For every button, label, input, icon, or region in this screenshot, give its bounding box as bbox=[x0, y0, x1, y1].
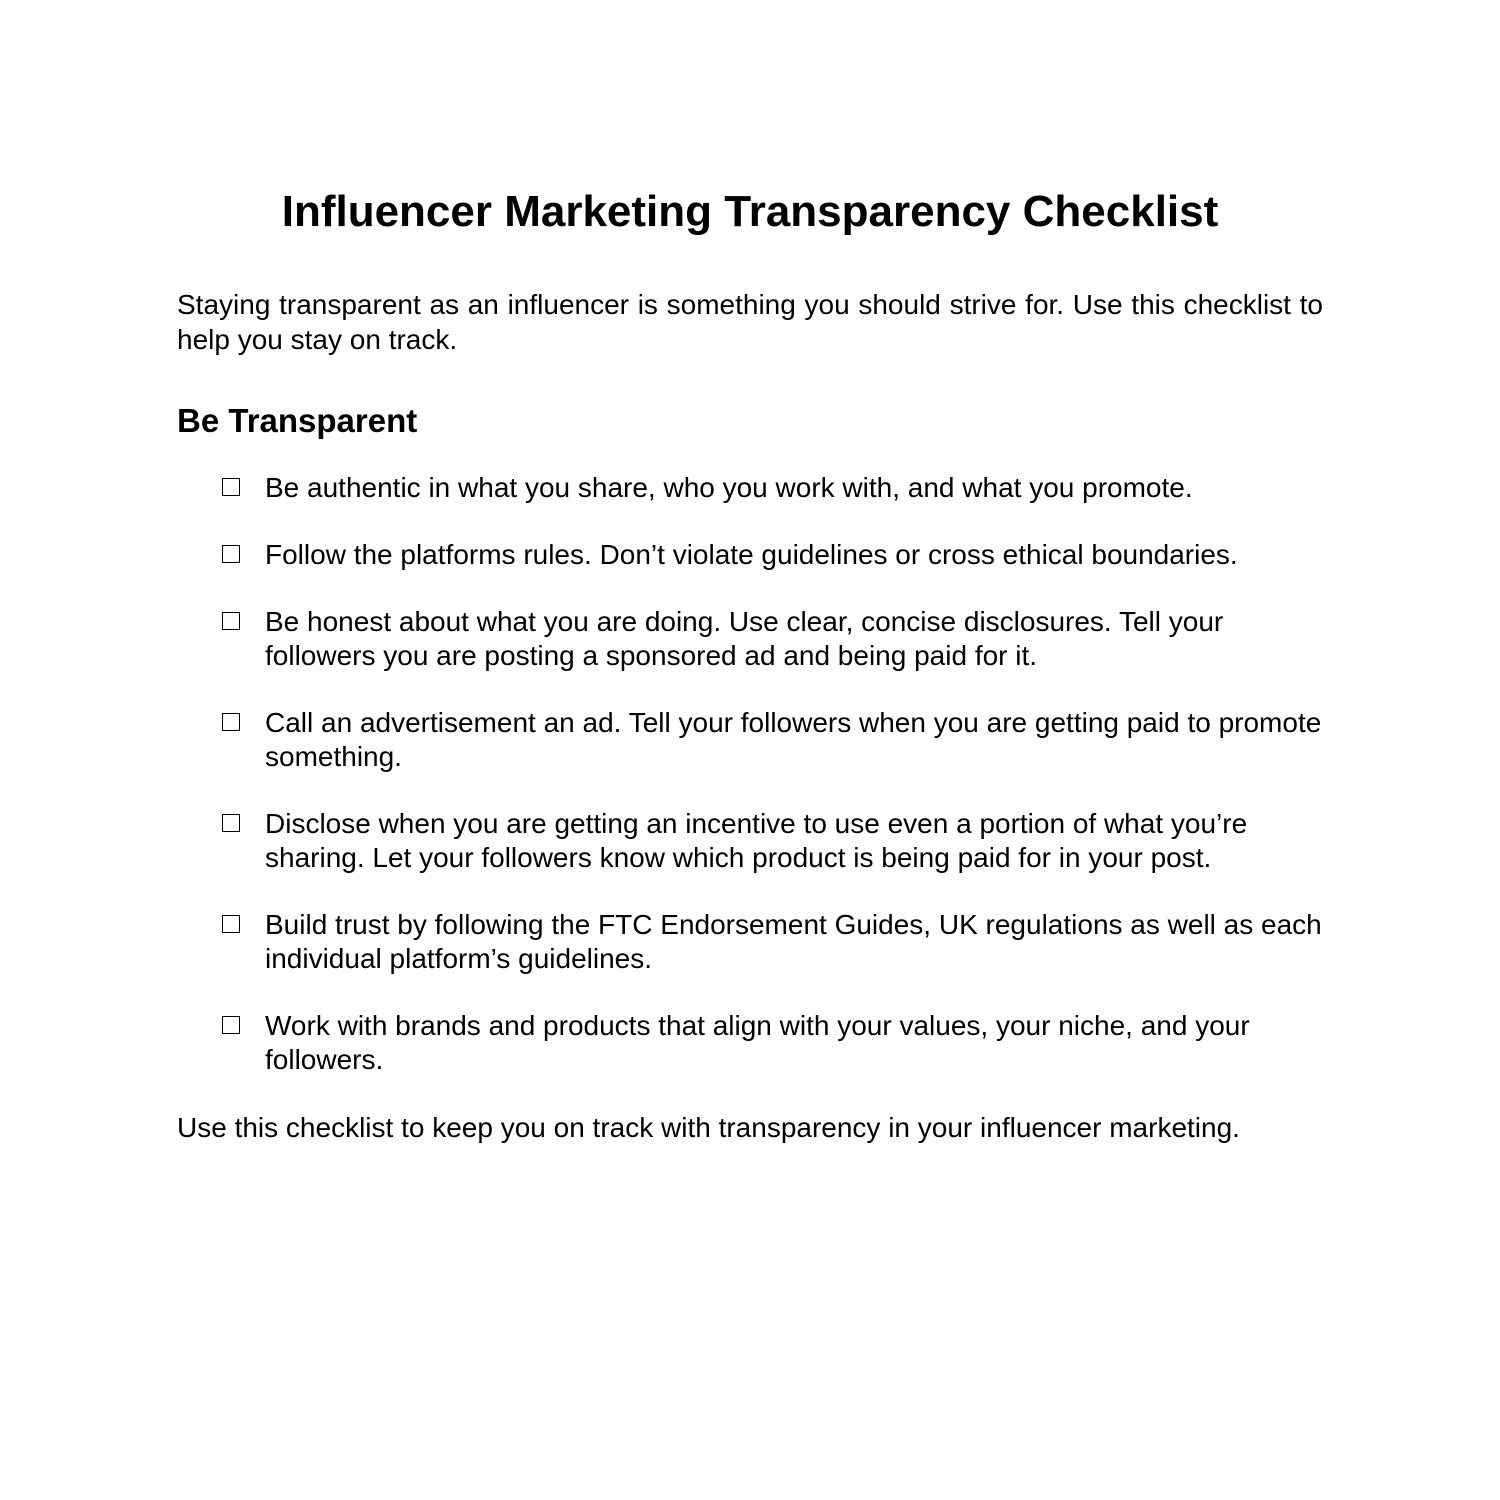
checklist bbox=[177, 471, 1323, 1077]
checklist-item bbox=[177, 1009, 1323, 1077]
checklist-item-text: Work with brands and products that align with your values, your niche, and your followers. bbox=[265, 1010, 1250, 1075]
checklist-item bbox=[177, 605, 1323, 673]
checklist-item bbox=[177, 706, 1323, 774]
checklist-item-text: Be authentic in what you share, who you work with, and what you promote. bbox=[265, 472, 1193, 503]
checklist-item bbox=[177, 908, 1323, 976]
checkbox-icon[interactable] bbox=[222, 478, 240, 496]
checkbox-icon[interactable] bbox=[222, 1016, 240, 1034]
checkbox-icon[interactable] bbox=[222, 612, 240, 630]
intro-paragraph: Staying transparent as an influencer is something you should strive for. Use this checklist to help you stay on track. bbox=[177, 289, 1323, 355]
checklist-item bbox=[177, 538, 1323, 572]
checkbox-icon[interactable] bbox=[222, 545, 240, 563]
section-heading: Be Transparent bbox=[177, 402, 418, 439]
checklist-item bbox=[177, 471, 1323, 505]
checkbox-icon[interactable] bbox=[222, 915, 240, 933]
checklist-item-text: Call an advertisement an ad. Tell your followers when you are getting paid to promote something. bbox=[265, 707, 1322, 772]
checklist-item bbox=[177, 807, 1323, 875]
checkbox-icon[interactable] bbox=[222, 713, 240, 731]
checklist-item-text: Build trust by following the FTC Endorsement Guides, UK regulations as well as each individual platform’s guidelines. bbox=[265, 909, 1322, 974]
page-title: Influencer Marketing Transparency Checklist bbox=[281, 187, 1219, 236]
checklist-item-text: Disclose when you are getting an incentive to use even a portion of what you’re sharing. Let your followers know which product is being paid for in your post. bbox=[265, 808, 1248, 873]
checklist-item-text: Follow the platforms rules. Don’t violate guidelines or cross ethical boundaries. bbox=[265, 539, 1238, 570]
document-page bbox=[177, 185, 1323, 1145]
closing-paragraph: Use this checklist to keep you on track with transparency in your influencer marketing. bbox=[177, 1112, 1240, 1143]
checklist-item-text: Be honest about what you are doing. Use clear, concise disclosures. Tell your followers you are posting a sponsored ad and being paid for it. bbox=[265, 606, 1224, 671]
checkbox-icon[interactable] bbox=[222, 814, 240, 832]
